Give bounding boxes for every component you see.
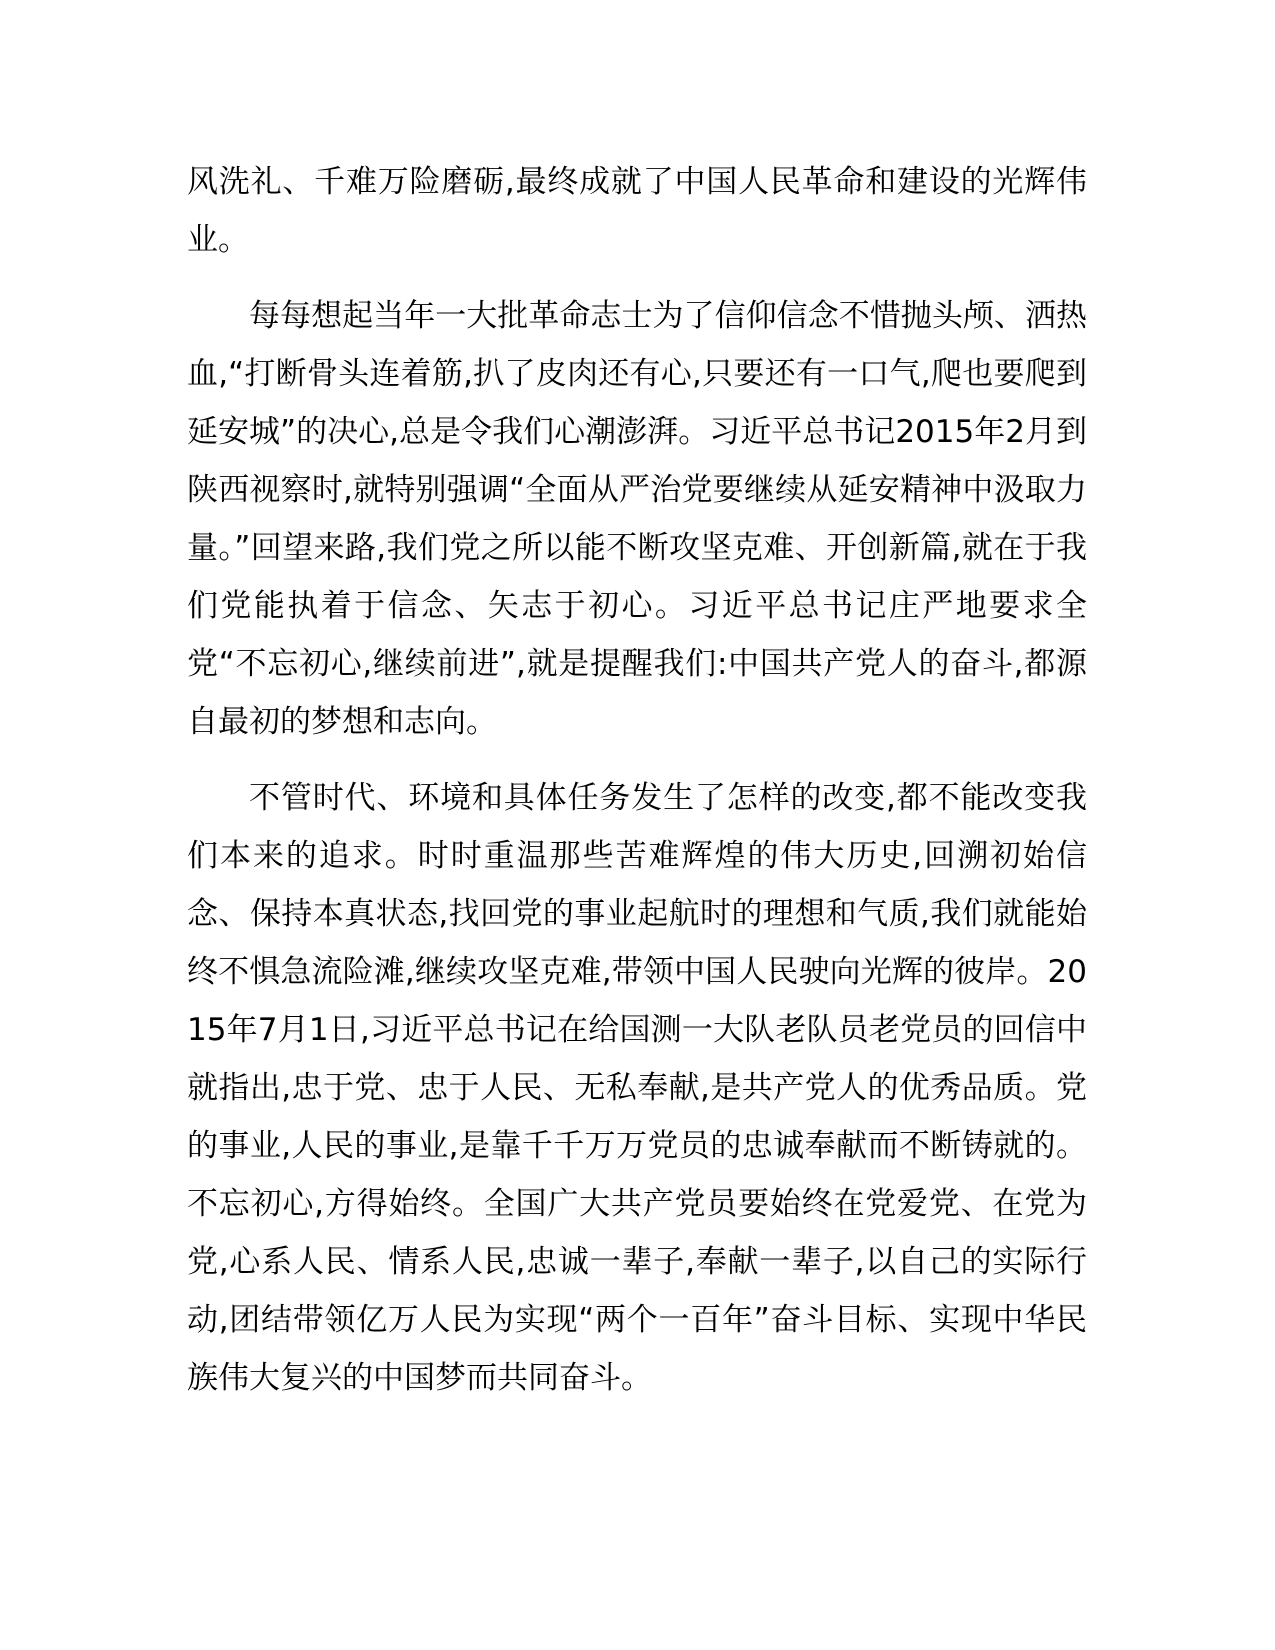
paragraph-2: 每每想起当年一大批革命志士为了信仰信念不惜抛头颅、洒热血,“打断骨头连着筋,扒了皮肉还有心,只要还有一口气,爬也要爬到延安城”的决心,总是令我们心潮澎湃。习近平总书记2015年2月到陕西视察时,就特别强调“全面从严治党要继续从延安精神中汲取力量。”回望来路,我们党之所以能不断攻坚克难、开创新篇,就在于我们党能执着于信念、矢志于初心。习近平总书记庄严地要求全党“不忘初心,继续前进”,就是提醒我们:中国共产党人的奋斗,都源自最初的梦想和志向。 — [187, 298, 1087, 740]
body-text — [187, 153, 1087, 1407]
paragraph-3: 不管时代、环境和具体任务发生了怎样的改变,都不能改变我们本来的追求。时时重温那些苦难辉煌的伟大历史,回溯初始信念、保持本真状态,找回党的事业起航时的理想和气质,我们就能始终不惧急流险滩,继续攻坚克难,带领中国人民驶向光辉的彼岸。2015年7月1日,习近平总书记在给国测一大队老队员老党员的回信中就指出,忠于党、忠于人民、无私奉献,是共产党人的优秀品质。党的事业,人民的事业,是靠千千万万党员的忠诚奉献而不断铸就的。不忘初心,方得始终。全国广大共产党员要始终在党爱党、在党为党,心系人民、情系人民,忠诚一辈子,奉献一辈子,以自己的实际行动,团结带领亿万人民为实现“两个一百年”奋斗目标、实现中华民族伟大复兴的中国梦而共同奋斗。 — [187, 780, 1087, 1396]
paragraph-1: 风洗礼、千难万险磨砺,最终成就了中国人民革命和建设的光辉伟业。 — [187, 164, 1087, 258]
